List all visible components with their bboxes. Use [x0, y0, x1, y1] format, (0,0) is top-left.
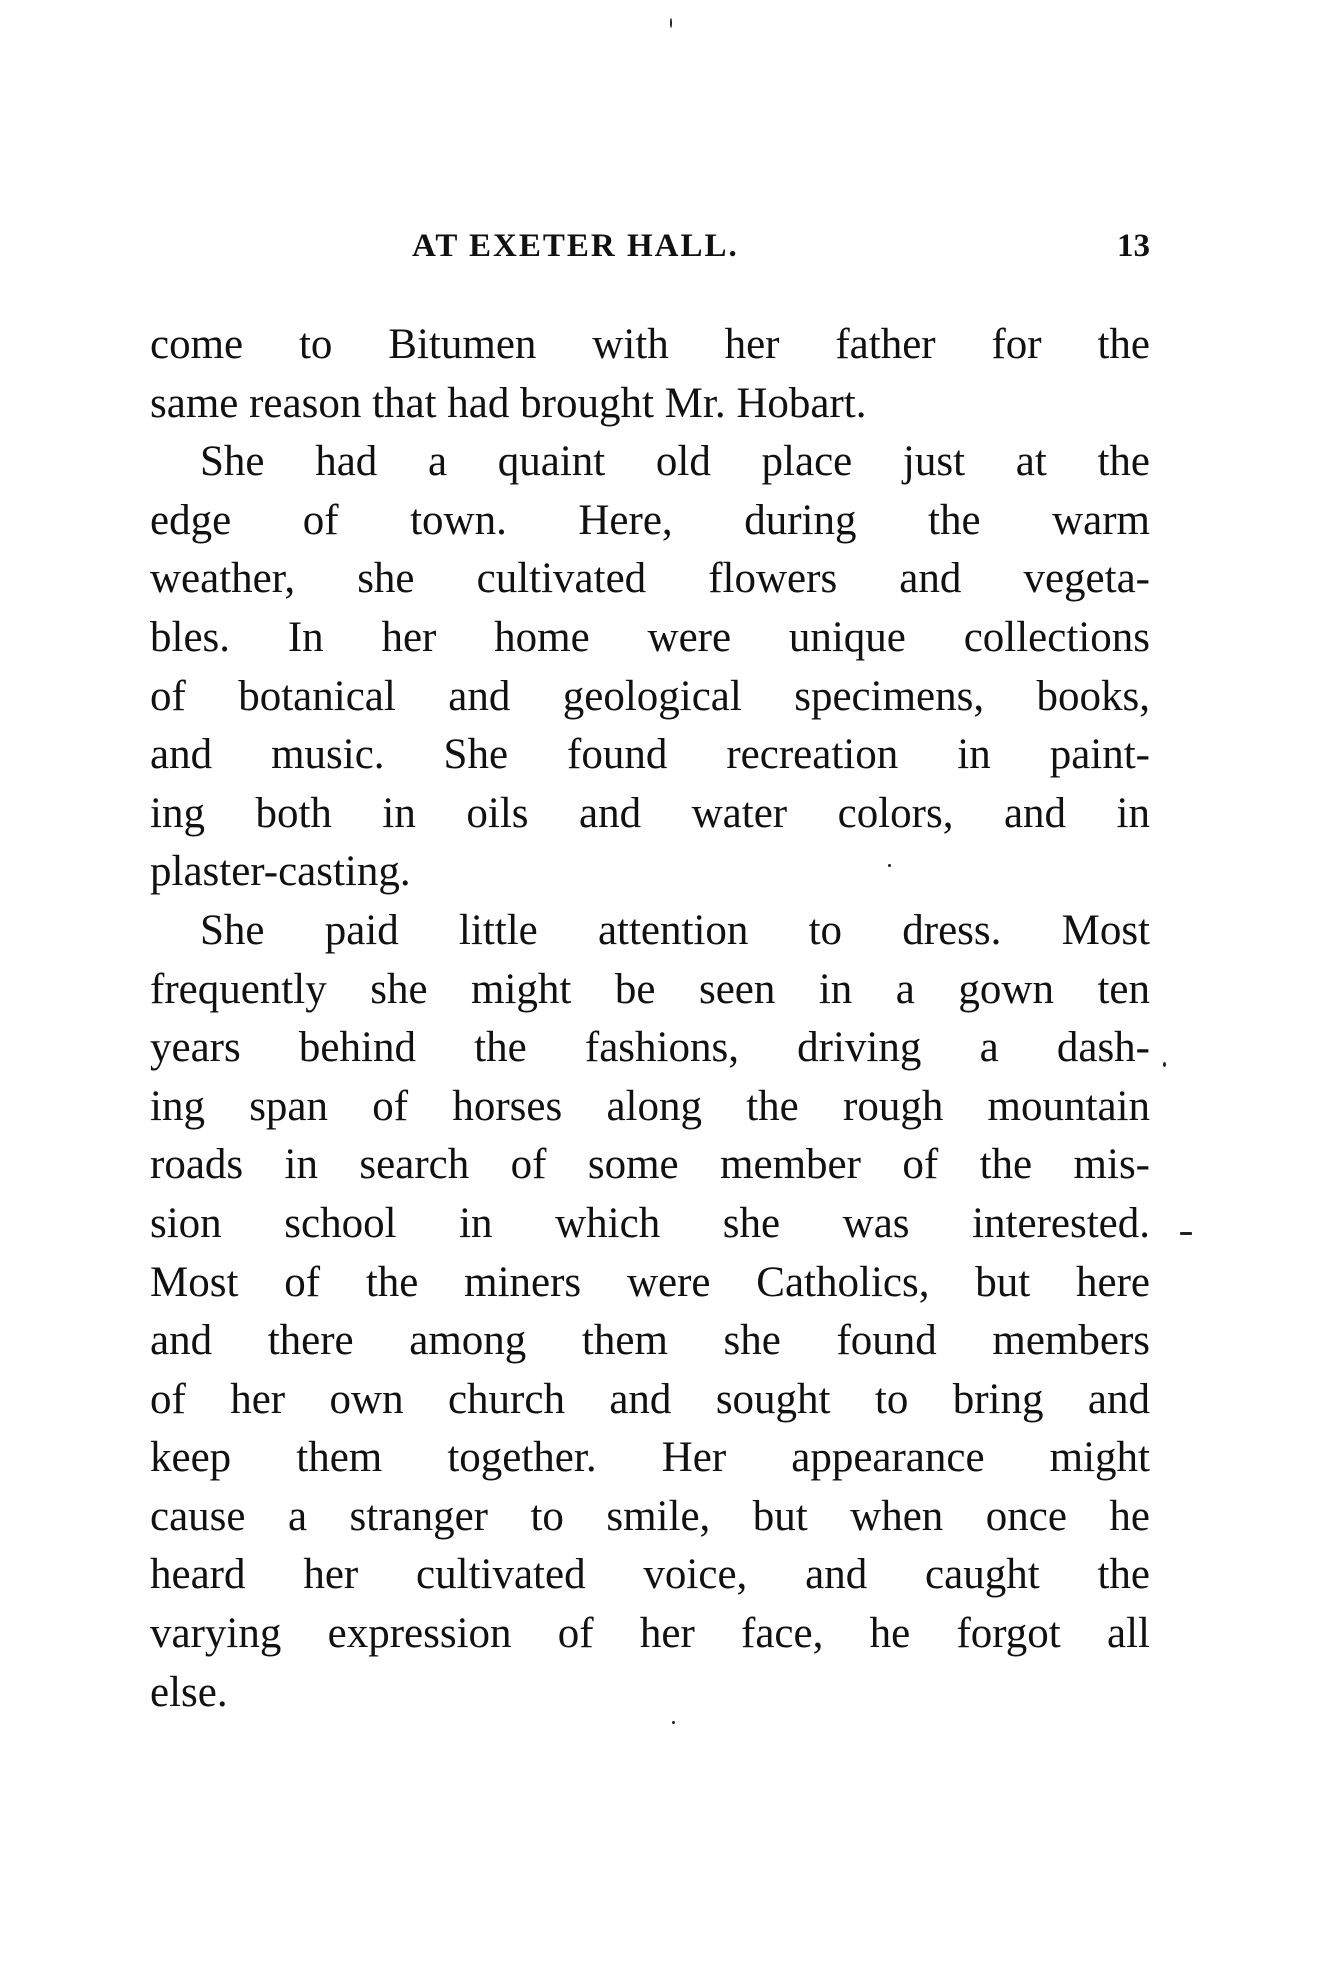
- text-line: of her own church and sought to bring and: [150, 1375, 1150, 1423]
- scan-speck: [1180, 1232, 1192, 1235]
- scan-speck: [1163, 1062, 1166, 1067]
- text-line: plaster-casting.: [150, 848, 411, 896]
- text-line: heard her cultivated voice, and caught the: [150, 1551, 1150, 1599]
- text-line: keep them together. Her appearance might: [150, 1434, 1150, 1482]
- text-line: weather, she cultivated flowers and vegeta-: [150, 555, 1150, 603]
- text-line: years behind the fashions, driving a dash-: [150, 1024, 1150, 1072]
- text-line: She paid little attention to dress. Most: [200, 906, 1150, 954]
- text-line: else.: [150, 1668, 228, 1716]
- text-line: frequently she might be seen in a gown ten: [150, 965, 1150, 1013]
- text-line: of botanical and geological specimens, books,: [150, 672, 1150, 720]
- text-line: come to Bitumen with her father for the: [150, 321, 1150, 368]
- text-line: same reason that had brought Mr. Hobart.: [150, 379, 867, 427]
- scan-speck: [888, 864, 891, 867]
- text-line: edge of town. Here, during the warm: [150, 496, 1150, 544]
- scan-speck: [672, 1721, 675, 1724]
- text-line: bles. In her home were unique collections: [150, 613, 1150, 661]
- text-line: roads in search of some member of the mis-: [150, 1141, 1150, 1189]
- text-line: She had a quaint old place just at the: [200, 438, 1150, 486]
- text-line: ing both in oils and water colors, and in: [150, 789, 1150, 837]
- text-line: sion school in which she was interested.: [150, 1199, 1150, 1247]
- running-head: [150, 228, 1150, 278]
- text-line: ing span of horses along the rough mountain: [150, 1082, 1150, 1130]
- text-line: varying expression of her face, he forgot all: [150, 1610, 1150, 1658]
- chapter-title: AT EXETER HALL.: [412, 228, 739, 264]
- text-line: cause a stranger to smile, but when once he: [150, 1492, 1150, 1540]
- text-line: Most of the miners were Catholics, but here: [150, 1258, 1150, 1306]
- body-text: [150, 316, 1150, 1722]
- page-number: 13: [1117, 228, 1150, 264]
- text-line: and music. She found recreation in paint-: [150, 731, 1150, 779]
- text-line: and there among them she found members: [150, 1317, 1150, 1365]
- scan-speck: [670, 18, 672, 28]
